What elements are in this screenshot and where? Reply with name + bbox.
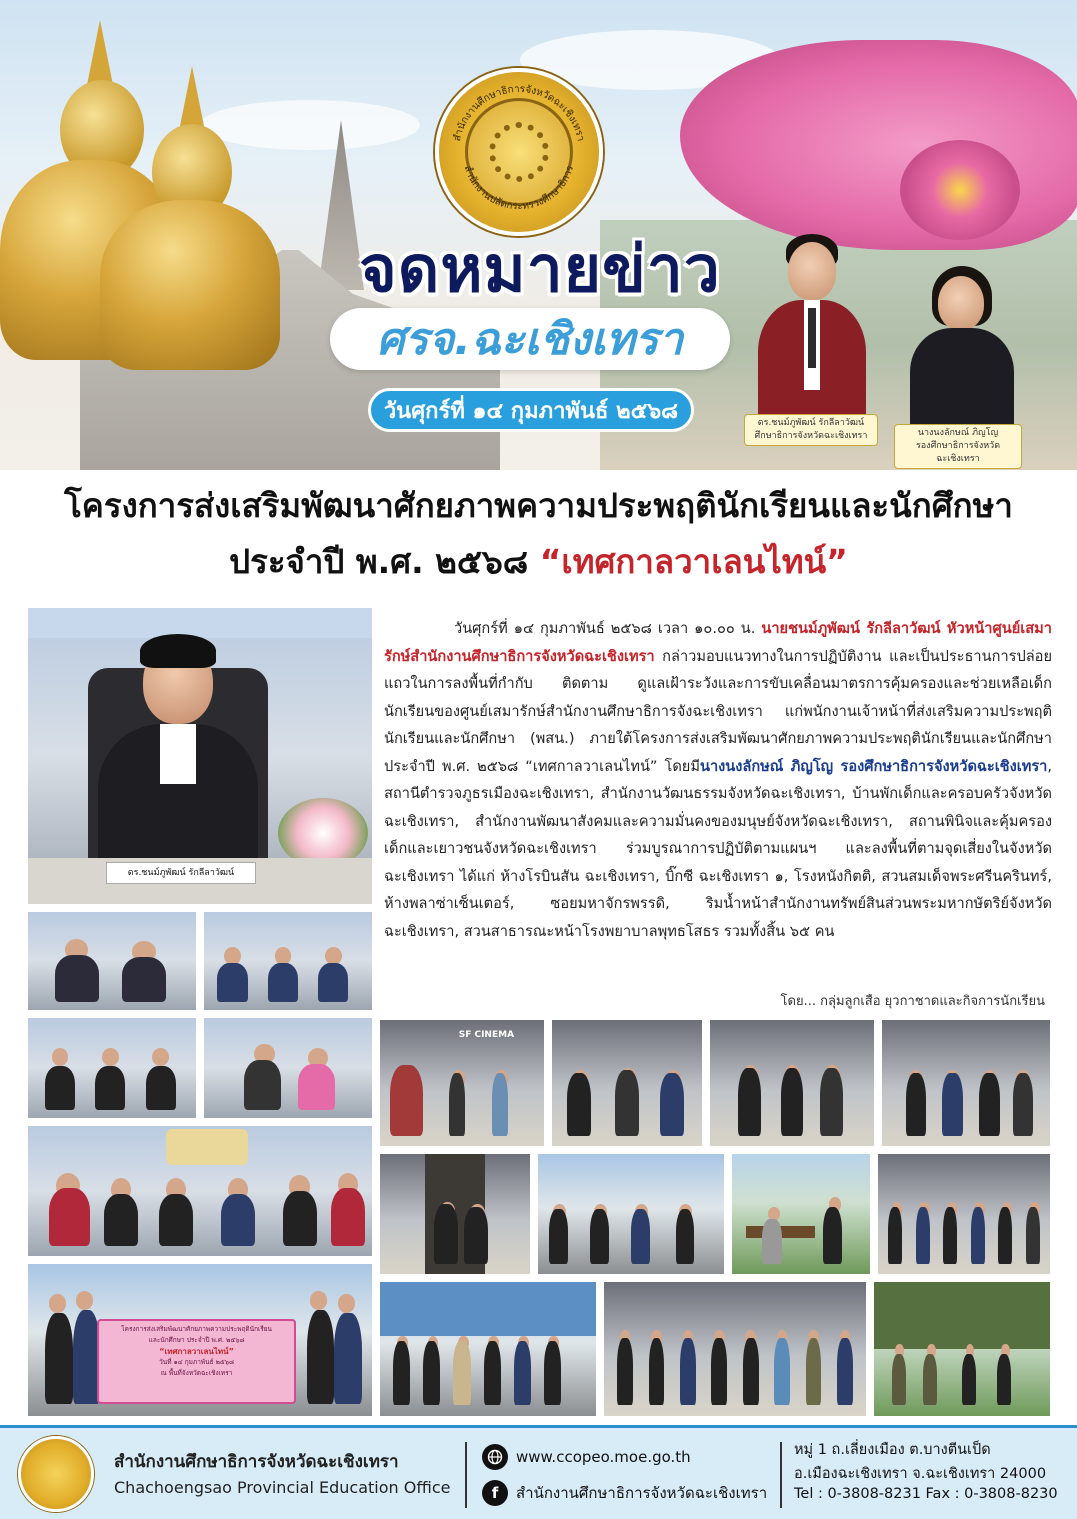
svg-text:สำนักงานศึกษาธิการจังหวัดฉะเชิ: สำนักงานศึกษาธิการจังหวัดฉะเชิงเทรา	[451, 83, 586, 143]
main-photo-director-speaking	[26, 606, 374, 906]
article-date: วันศุกร์ที่ ๑๔ กุมภาพันธ์ ๒๕๖๘ เวลา ๑๐.๐๐ น.	[454, 620, 762, 637]
banner-line5: ณ พื้นที่จังหวัดฉะเชิงเทรา	[160, 1368, 233, 1377]
photo-corridor	[378, 1152, 532, 1276]
footer-divider	[780, 1442, 782, 1508]
project-title-line1: โครงการส่งเสริมพัฒนาศักยภาพความประพฤตินักเรียนและนักศึกษา	[64, 486, 1013, 525]
project-title-line2	[0, 534, 1077, 590]
photo-street-patrol	[536, 1152, 726, 1276]
article-deputy: นางนงลักษณ์ ภิญโญ รองศึกษาธิการจังหวัดฉะเชิงเทรา	[699, 757, 1048, 775]
newsletter-title: จดหมายข่าว	[359, 233, 721, 307]
cloud	[200, 100, 420, 150]
footer-address-line1: หมู่ 1 ถ.เลี่ยงเมือง ต.บางตีนเป็ด	[794, 1442, 991, 1458]
article-text-2: , สถานีตำรวจภูธรเมืองฉะเชิงเทรา, สำนักงานวัฒนธรรมจังหวัดฉะเชิงเทรา, บ้านพักเด็กและครอบครัวจังหวัดฉะเชิงเทรา, สำนักงานพัฒนาสังคมและความมั่นคงของมนุษย์จังหวัดฉะเชิงเทรา, สถานพินิจและคุ้มครองเด็กและเยาวชนจังหวัดฉะเชิงเทรา ร่วมบูรณาการปฏิบัติตามแผนฯ และลงพื้นที่ตามจุดเสี่ยงในจังหวัดฉะเชิงเทรา ได้แก่ ห้างโรบินสัน ฉะเชิงเทรา, บิ๊กซี ฉะเชิงเทรา ๑, โรงหนังกิตติ, สวนสมเด็จพระศรีนครินทร์, ห้างพลาซ่าเซ็นเตอร์, ซอยมหาจักรพรรดิ, ริมน้ำหน้าสำนักงานทรัพย์สินส่วนพระมหากษัตริย์จังหวัดฉะเชิงเทรา, สวนสาธารณะหน้าโรงพยาบาลพุทธโสธร รวมทั้งสิ้น ๖๕ คน	[384, 757, 1052, 940]
photo-cinema	[378, 1018, 546, 1148]
seal-lettering	[435, 68, 603, 236]
photo-meeting-4	[202, 1016, 374, 1120]
project-title	[0, 478, 1077, 590]
photo-meeting-2	[202, 910, 374, 1012]
globe-icon	[482, 1444, 508, 1470]
footer-org-thai: สำนักงานศึกษาธิการจังหวัดฉะเชิงเทรา	[114, 1452, 399, 1472]
article-body	[384, 615, 1052, 945]
article-text-1: กล่าวมอบแนวทางในการปฏิบัติงาน และเป็นประธานการปล่อยแถวในการลงพื้นที่กำกับ ติดตาม ดูแลเฝ้าระวังและการขับเคลื่อนมาตรการคุ้มครองและช่วยเหลือเด็กนักเรียนของศูนย์เสมารักษ์สำนักงานศึกษาธิการจังฉะเชิงเทรา แก่พนักงานเจ้าหน้าที่ส่งเสริมความประพฤตินักเรียนและนักศึกษา (พสน.) ภายใต้โครงการส่งเสริมพัฒนาศักยภาพความประพฤตินักเรียนและนักศึกษา ประจำปี พ.ศ. ๒๕๖๘ “เทศกาลวาเลนไทน์” โดยมี	[384, 647, 1052, 775]
portrait-director	[752, 228, 872, 428]
footer-facebook[interactable]	[482, 1480, 767, 1506]
footer-contact: Tel : 0-3808-8231 Fax : 0-3808-8230	[794, 1486, 1058, 1502]
photo-meeting-1	[26, 910, 198, 1012]
footer-divider	[465, 1442, 467, 1508]
facebook-icon: f	[482, 1480, 508, 1506]
footer-org-english: Chachoengsao Provincial Education Office	[114, 1478, 451, 1497]
photo-group-entrance	[378, 1280, 598, 1418]
buddha-statue	[100, 200, 280, 370]
photo-group-park	[872, 1280, 1052, 1418]
banner-line2: และนักศึกษา ประจำปี พ.ศ. ๒๕๖๘	[148, 1335, 245, 1344]
article-byline: โดย... กลุ่มลูกเสือ ยุวกาชาดและกิจการนักเรียน	[780, 994, 1045, 1009]
footer-seal-logo	[18, 1436, 94, 1512]
photo-meeting-3	[26, 1016, 198, 1120]
project-banner	[97, 1319, 297, 1404]
photo-park-bench	[730, 1152, 872, 1276]
deputy-name-tag	[894, 424, 1022, 469]
photo-arcade	[880, 1018, 1052, 1148]
newsletter-subtitle: ศรจ.ฉะเชิงเทรา	[330, 308, 730, 370]
director-name-tag	[744, 414, 878, 446]
nameplate: ดร.ชนม์ภูพัฒน์ รักลีลาวัฒน์	[106, 862, 256, 884]
banner-line1: โครงการส่งเสริมพัฒนาศักยภาพความประพฤตินักเรียน	[121, 1324, 272, 1333]
director-name: ดร.ชนม์ภูพัฒน์ รักลีลาวัฒน์	[757, 418, 865, 428]
banner-line3: “เทศกาลวาเลนไทน์”	[159, 1346, 234, 1356]
footer-website[interactable]	[482, 1444, 691, 1470]
project-theme: “เทศกาลวาเลนไทน์”	[539, 542, 848, 581]
portrait-deputy	[906, 262, 1018, 432]
project-year: ประจำปี พ.ศ. ๒๕๖๘	[229, 542, 540, 581]
ganesh-ornament	[900, 140, 1020, 240]
deputy-title: รองศึกษาธิการจังหวัดฉะเชิงเทรา	[915, 441, 1001, 464]
article-director: นายชนม์ภูพัฒน์ รักลีลาวัฒน์ หัวหน้าศูนย์เสมารักษ์สำนักงานศึกษาธิการจังหวัดฉะเชิงเทรา	[384, 620, 1052, 665]
director-title: ศึกษาธิการจังหวัดฉะเชิงเทรา	[754, 431, 868, 441]
facebook-link[interactable]: สำนักงานศึกษาธิการจังหวัดฉะเชิงเทรา	[516, 1484, 768, 1502]
website-link[interactable]: www.ccopeo.moe.go.th	[516, 1448, 691, 1466]
newsletter-date: วันศุกร์ที่ ๑๔ กุมภาพันธ์ ๒๕๖๘	[368, 388, 694, 432]
photo-meeting-table	[26, 1124, 374, 1258]
photo-group-mall	[876, 1152, 1052, 1276]
footer-address-line2: อ.เมืองฉะเชิงเทรา จ.ฉะเชิงเทรา 24000	[794, 1466, 1047, 1482]
photo-group-indoor	[602, 1280, 868, 1418]
deputy-name: นางนงลักษณ์ ภิญโญ	[917, 428, 999, 438]
photo-mall-interview	[550, 1018, 704, 1148]
footer	[0, 1425, 1077, 1519]
header-banner	[0, 0, 1077, 470]
cinema-sign: SF CINEMA	[458, 1030, 515, 1041]
photo-group-banner	[26, 1262, 374, 1418]
photo-mall-walk	[708, 1018, 876, 1148]
svg-text:สำนักงานปลัดกระทรวงศึกษาธิการ: สำนักงานปลัดกระทรวงศึกษาธิการ	[461, 164, 577, 213]
banner-line4: วันที่ ๑๔ กุมภาพันธ์ ๒๕๖๘	[159, 1357, 234, 1366]
